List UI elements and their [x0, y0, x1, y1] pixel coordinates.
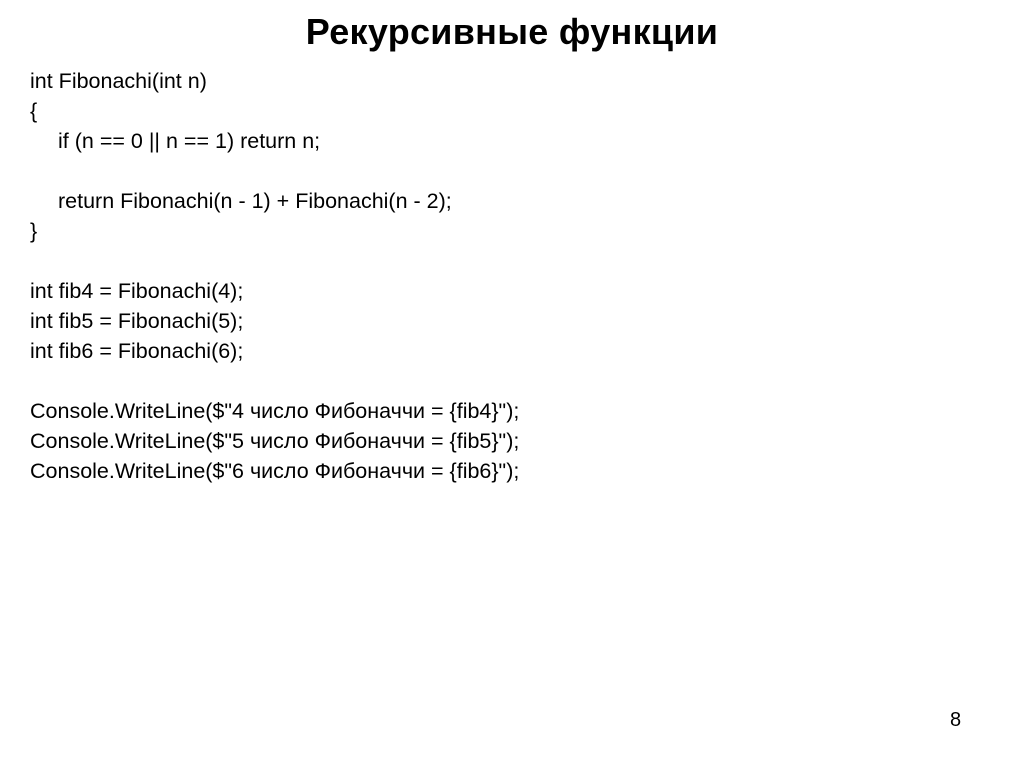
code-line-print-fib5: Console.WriteLine($"5 число Фибоначчи = {fib5}"); [30, 429, 520, 453]
page-number: 8 [950, 709, 962, 731]
code-line-function-signature: int Fibonachi(int n) [30, 69, 207, 93]
code-line-close-brace: } [30, 219, 38, 243]
code-line-print-fib4: Console.WriteLine($"4 число Фибоначчи = {fib4}"); [30, 399, 520, 423]
code-block [30, 66, 990, 486]
code-line-fib4: int fib4 = Fibonachi(4); [30, 279, 244, 303]
code-line-print-fib6: Console.WriteLine($"6 число Фибоначчи = {fib6}"); [30, 459, 520, 483]
code-line-fib6: int fib6 = Fibonachi(6); [30, 339, 244, 363]
code-line-open-brace: { [30, 99, 38, 123]
slide-title: Рекурсивные функции [305, 11, 719, 52]
code-line-blank [30, 156, 990, 186]
code-line-fib5: int fib5 = Fibonachi(5); [30, 309, 244, 333]
code-line-blank [30, 246, 990, 276]
code-line-blank [30, 366, 990, 396]
code-line-base-case: if (n == 0 || n == 1) return n; [58, 129, 321, 153]
code-line-recursive-return: return Fibonachi(n - 1) + Fibonachi(n - 2); [58, 189, 452, 213]
